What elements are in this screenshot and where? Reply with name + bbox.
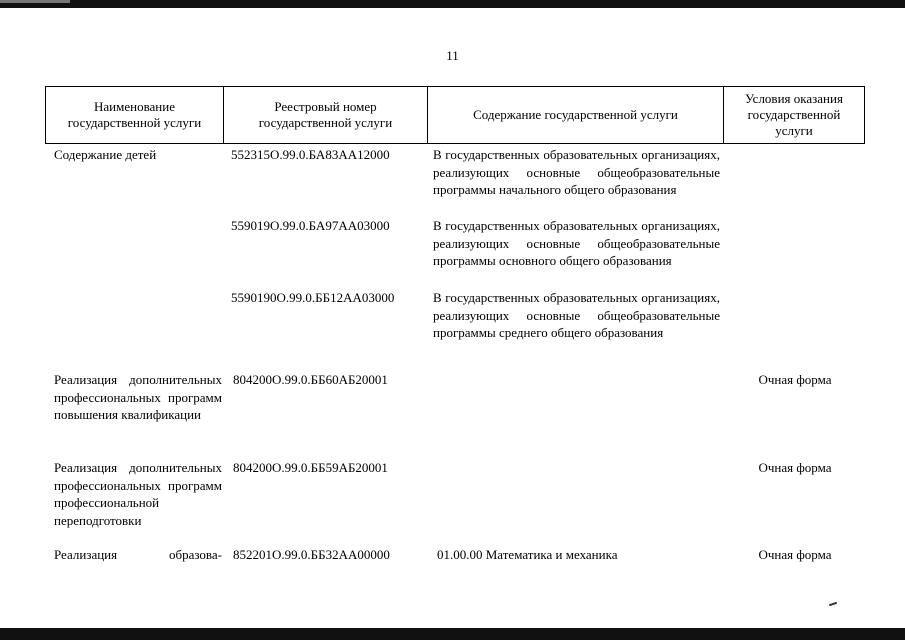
page-number: 11 bbox=[446, 48, 459, 63]
scan-top-notch bbox=[0, 0, 70, 3]
header-col-content-label: Содержание государственной услуги bbox=[473, 107, 678, 122]
row-5-condition: Очная форма bbox=[758, 460, 832, 475]
row-6-name: Реализация образова- bbox=[54, 547, 222, 562]
scan-top-border bbox=[0, 0, 905, 8]
scan-speck bbox=[829, 602, 837, 607]
header-col-registry-label: Реестровый номер государственной услуги bbox=[258, 99, 393, 130]
row-2-code: 559019О.99.0.БА97АА03000 bbox=[231, 218, 390, 233]
header-col-registry bbox=[224, 87, 428, 143]
row-4-name: Реализация дополнительных профессиональных программ повышения квалификации bbox=[54, 372, 222, 423]
row-5-name: Реализация дополнительных профессиональных программ профессиональной переподготовки bbox=[54, 460, 222, 528]
row-5-code: 804200О.99.0.ББ59АБ20001 bbox=[233, 460, 388, 475]
row-3-content: В государственных образовательных организациях, реализующих основные общеобразовательные программы среднего общего образования bbox=[433, 290, 720, 341]
scan-bottom-border bbox=[0, 628, 905, 640]
row-1-content: В государственных образовательных организациях, реализующих основные общеобразовательные программы начального общего образования bbox=[433, 147, 720, 198]
header-col-conditions bbox=[724, 87, 864, 143]
row-6-code: 852201О.99.0.ББ32АА00000 bbox=[233, 547, 390, 562]
row-6-content: 01.00.00 Математика и механика bbox=[437, 547, 618, 562]
header-col-conditions-label: Условия оказания государственной услуги bbox=[745, 91, 843, 138]
header-col-name bbox=[46, 87, 224, 143]
table-header bbox=[45, 86, 865, 144]
row-1-name: Содержание детей bbox=[54, 147, 157, 162]
header-col-content bbox=[428, 87, 724, 143]
row-2-content: В государственных образовательных организациях, реализующих основные общеобразовательные программы основного общего образования bbox=[433, 218, 720, 269]
row-3-code: 5590190О.99.0.ББ12АА03000 bbox=[231, 290, 395, 305]
row-6-condition: Очная форма bbox=[758, 547, 832, 562]
row-4-condition: Очная форма bbox=[758, 372, 832, 387]
row-4-code: 804200О.99.0.ББ60АБ20001 bbox=[233, 372, 388, 387]
header-col-name-label: Наименование государственной услуги bbox=[67, 99, 202, 130]
row-1-code: 552315О.99.0.БА83АА12000 bbox=[231, 147, 390, 162]
